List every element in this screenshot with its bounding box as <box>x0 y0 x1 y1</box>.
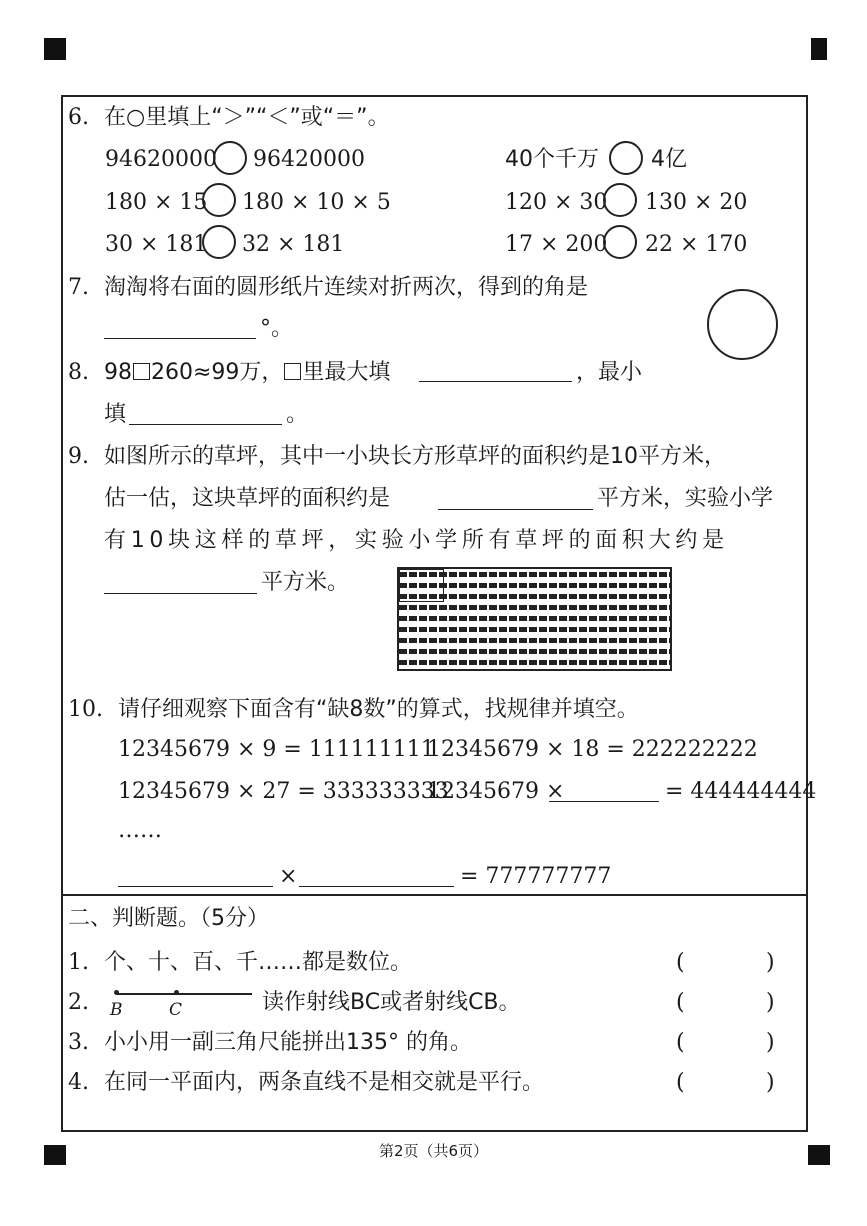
s2-item3-text: 小小用一副三角尺能拼出135° 的角。 <box>104 1030 472 1055</box>
ray-label-b: B <box>110 1000 123 1020</box>
answer-paren-close[interactable]: ) <box>766 1070 775 1095</box>
q6-prompt: 在○里填上“＞”“＜”或“＝”。 <box>104 105 390 130</box>
q6-row1-left2: 40个千万 <box>505 147 599 172</box>
answer-paren-open[interactable]: ( <box>676 950 685 975</box>
q9-line4: 平方米。 <box>261 570 350 595</box>
q10-eq5: = 777777777 <box>460 864 612 889</box>
compare-circle[interactable] <box>603 183 637 217</box>
lawn-small-rectangle <box>399 569 444 602</box>
compare-circle[interactable] <box>202 225 236 259</box>
q6-row2-right2: 130 × 20 <box>645 190 748 215</box>
q8-number: 8. <box>68 360 89 385</box>
q10-eq2: 12345679 × 18 = 222222222 <box>427 737 758 762</box>
registration-mark-top-right <box>811 38 827 60</box>
q9-number: 9. <box>68 444 89 469</box>
compare-circle[interactable] <box>202 183 236 217</box>
q6-row3-right: 32 × 181 <box>242 232 345 257</box>
q10-dots: …… <box>118 818 162 843</box>
q8-max-blank[interactable] <box>419 381 572 382</box>
q8-line2: 填 <box>104 402 127 427</box>
ray-point-b <box>114 990 119 995</box>
s2-item4-number: 4. <box>68 1070 89 1095</box>
compare-circle[interactable] <box>603 225 637 259</box>
s2-item2-text: 读作射线BC或者射线CB。 <box>262 990 521 1015</box>
s2-item1-number: 1. <box>68 950 89 975</box>
q9-line2b: 平方米，实验小学 <box>597 486 774 511</box>
q8-end2: 。 <box>286 402 309 427</box>
q7-number: 7. <box>68 275 89 300</box>
q10-number: 10. <box>68 697 103 722</box>
answer-paren-open[interactable]: ( <box>676 1070 685 1095</box>
section-divider <box>61 894 808 896</box>
ray-label-c: C <box>169 1000 183 1020</box>
compare-circle[interactable] <box>609 141 643 175</box>
digit-box <box>284 363 301 380</box>
q10-prompt: 请仔细观察下面含有“缺8数”的算式，找规律并填空。 <box>118 697 639 722</box>
q10-eq4-right: = 444444444 <box>665 779 817 804</box>
registration-mark-top-left <box>44 38 66 60</box>
answer-paren-close[interactable]: ) <box>766 990 775 1015</box>
page-footer: 第2页（共6页） <box>378 1142 489 1160</box>
q7-answer-blank[interactable] <box>104 338 256 339</box>
q6-row2-left: 180 × 15 <box>105 190 208 215</box>
q6-row2-left2: 120 × 30 <box>505 190 608 215</box>
q7-prompt: 淘淘将右面的圆形纸片连续对折两次，得到的角是 <box>104 275 589 300</box>
answer-paren-close[interactable]: ) <box>766 950 775 975</box>
q8-mid2: 里最大填 <box>302 360 391 385</box>
q8-prefix: 98 <box>104 360 132 385</box>
q10-factor2-blank[interactable] <box>299 886 454 887</box>
s2-item3-number: 3. <box>68 1030 89 1055</box>
compare-circle[interactable] <box>213 141 247 175</box>
q9-total-blank[interactable] <box>104 593 257 594</box>
q10-factor1-blank[interactable] <box>118 886 273 887</box>
q6-row1-right: 96420000 <box>253 147 365 172</box>
q8-end1: ，最小 <box>576 360 643 385</box>
q6-row2-right: 180 × 10 × 5 <box>242 190 391 215</box>
q6-row3-left2: 17 × 200 <box>505 232 608 257</box>
answer-paren-open[interactable]: ( <box>676 990 685 1015</box>
q6-row3-left: 30 × 181 <box>105 232 208 257</box>
q10-eq1: 12345679 × 9 = 111111111 <box>118 737 435 762</box>
q9-area-blank[interactable] <box>438 509 593 510</box>
q7-end: °。 <box>260 316 294 341</box>
q9-line2a: 估一估，这块草坪的面积约是 <box>104 486 391 511</box>
paper-circle-figure <box>707 289 778 360</box>
q10-eq4-left: 12345679 × <box>427 779 565 804</box>
s2-item2-number: 2. <box>68 990 89 1015</box>
q6-number: 6. <box>68 105 89 130</box>
q8-line1 <box>104 360 390 386</box>
q6-row1-right2: 4亿 <box>651 147 687 172</box>
q10-times: × <box>279 864 298 889</box>
section2-title: 二、判断题。（5分） <box>68 906 269 931</box>
q8-mid: 260≈99万， <box>151 360 284 385</box>
answer-paren-open[interactable]: ( <box>676 1030 685 1055</box>
q10-multiplier-blank[interactable] <box>549 801 659 802</box>
q9-line1: 如图所示的草坪，其中一小块长方形草坪的面积约是10平方米， <box>104 444 726 469</box>
q6-row3-right2: 22 × 170 <box>645 232 748 257</box>
q6-row1-left: 94620000 <box>105 147 217 172</box>
q8-min-blank[interactable] <box>129 424 282 425</box>
ray-point-c <box>174 990 179 995</box>
answer-paren-close[interactable]: ) <box>766 1030 775 1055</box>
s2-item1-text: 个、十、百、千……都是数位。 <box>104 950 413 975</box>
digit-box <box>133 363 150 380</box>
s2-item4-text: 在同一平面内，两条直线不是相交就是平行。 <box>104 1070 545 1095</box>
ray-figure <box>116 993 252 995</box>
q9-line3: 有10块这样的草坪，实验小学所有草坪的面积大约是 <box>104 528 729 553</box>
q10-eq3: 12345679 × 27 = 333333333 <box>118 779 449 804</box>
